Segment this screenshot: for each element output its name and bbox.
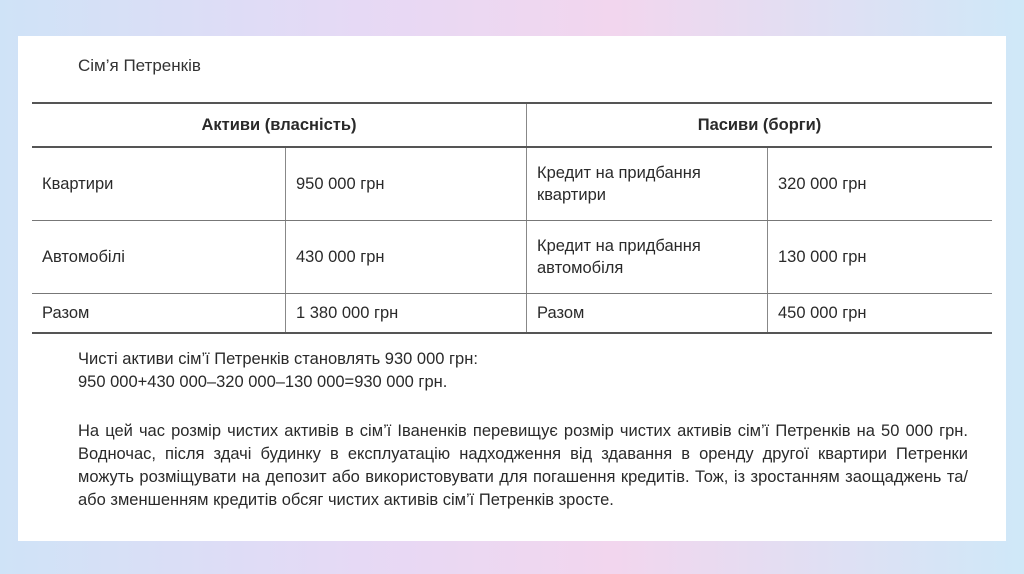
net-assets-paragraph <box>78 348 968 394</box>
asset-value: 430 000 грн <box>286 221 527 294</box>
liability-total-label: Разом <box>527 294 768 334</box>
assets-header: Активи (власність) <box>32 103 527 147</box>
liability-value: 130 000 грн <box>768 221 993 294</box>
liability-label: Кредит на придбання автомобіля <box>527 221 768 294</box>
net-assets-formula: 950 000+430 000–320 000–130 000=930 000 грн. <box>78 373 448 391</box>
table-row <box>32 147 992 221</box>
conclusion-paragraph: На цей час розмір чистих активів в сім’ї Іваненків перевищує розмір чистих активів сім’ї Петренків на 50 000 грн. Водночас, після здачі будинку в експлуатацію надходження від здавання в оренду другої квартири Петренки можуть розміщувати на депозит або використовувати для погашення кредитів. Тож, із зростанням заощаджень та/або зменшенням кредитів обсяг чистих активів сім’ї Петренків зросте. <box>78 422 968 509</box>
liability-label: Кредит на придбання квартири <box>527 147 768 221</box>
asset-total-value: 1 380 000 грн <box>286 294 527 334</box>
asset-total-label: Разом <box>32 294 286 334</box>
asset-value: 950 000 грн <box>286 147 527 221</box>
net-assets-statement: Чисті активи сім’ї Петренків становлять 930 000 грн: <box>78 350 478 368</box>
table-row <box>32 221 992 294</box>
asset-label: Автомобілі <box>32 221 286 294</box>
table-header-row <box>32 103 992 147</box>
liability-value: 320 000 грн <box>768 147 993 221</box>
table-row-total <box>32 294 992 334</box>
document-heading: Сім’я Петренків <box>78 56 201 75</box>
asset-label: Квартири <box>32 147 286 221</box>
document-slide <box>18 36 1006 541</box>
balance-table <box>32 102 992 334</box>
liabilities-header: Пасиви (борги) <box>527 103 993 147</box>
liability-total-value: 450 000 грн <box>768 294 993 334</box>
